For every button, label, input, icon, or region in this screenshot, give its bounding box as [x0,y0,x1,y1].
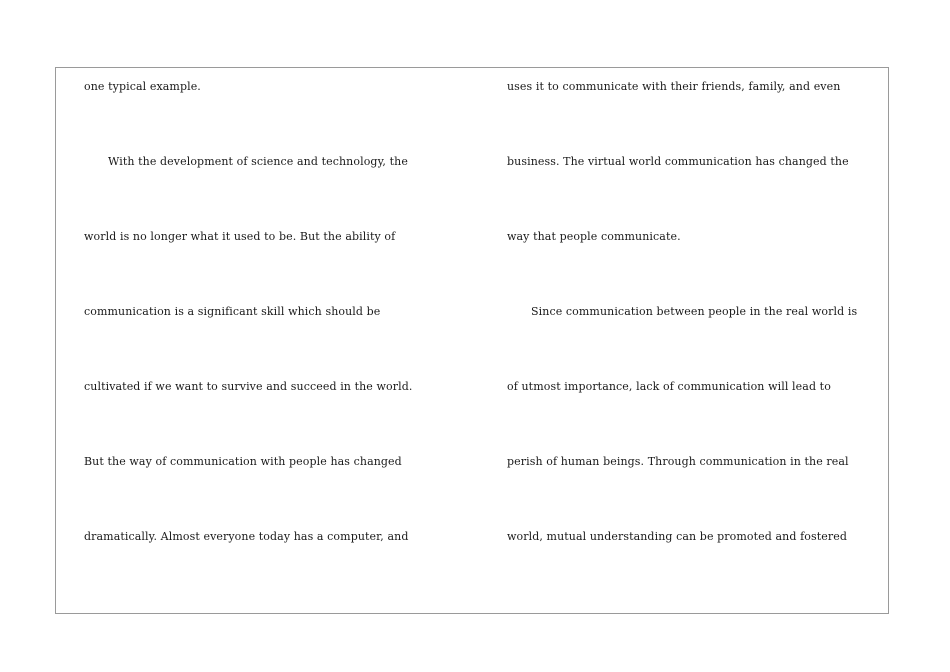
text-line: But the way of communication with people has changed [84,455,402,468]
text-line: With the development of science and technology, the [108,155,408,168]
text-line: cultivated if we want to survive and succeed in the world. [84,380,413,393]
text-line: of utmost importance, lack of communication will lead to [507,380,831,393]
text-line: way that people communicate. [507,230,681,243]
text-line: world is no longer what it used to be. But the ability of [84,230,396,243]
text-line: world, mutual understanding can be promoted and fostered [507,530,847,543]
text-line: Since communication between people in the real world is [531,305,858,318]
text-line: communication is a significant skill which should be [84,305,381,318]
text-line: business. The virtual world communication has changed the [507,155,849,168]
text-line: one typical example. [84,80,201,93]
text-line: uses it to communicate with their friends, family, and even [507,80,841,93]
text-line: perish of human beings. Through communication in the real [507,455,849,468]
text-line: dramatically. Almost everyone today has a computer, and [84,530,409,543]
